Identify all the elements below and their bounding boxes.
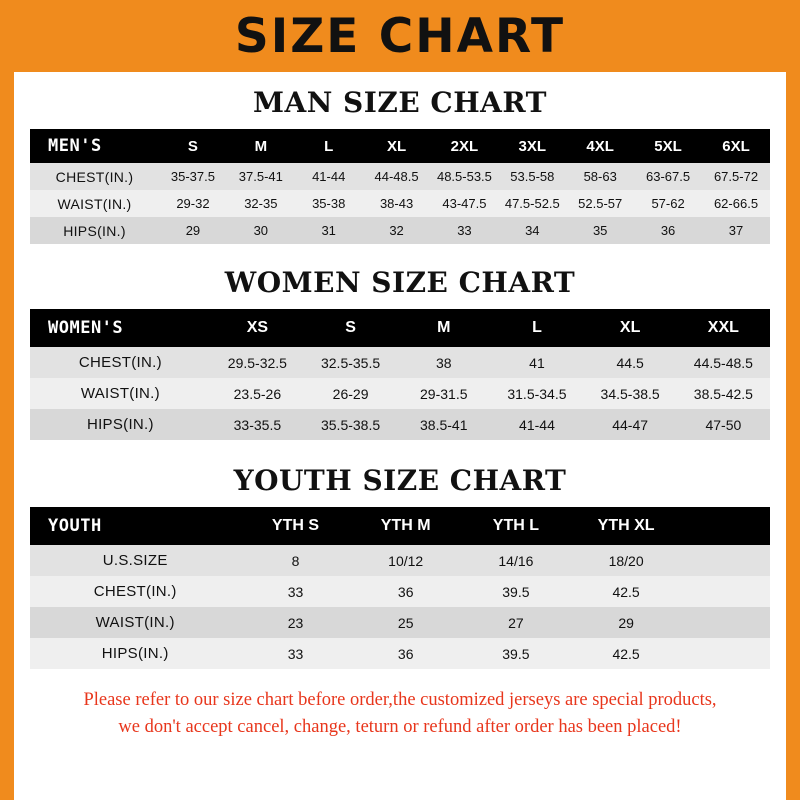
women-r1-c3: 31.5-34.5 (507, 385, 567, 402)
men-r2-c8: 37 (728, 223, 744, 238)
women-row-0-label: CHEST(IN.) (78, 354, 162, 371)
men-r2-c4: 33 (457, 223, 472, 238)
youth-r3-spacer (681, 638, 770, 669)
women-r1-c4: 34.5-38.5 (600, 385, 660, 402)
youth-header-label: YOUTH (48, 516, 102, 536)
men-r1-c4: 43-47.5 (442, 196, 487, 211)
men-r0-c7: 63-67.5 (646, 169, 691, 184)
women-r1-c0: 23.5-26 (233, 385, 282, 402)
women-r0-c5: 44.5-48.5 (693, 354, 753, 371)
table-row (30, 409, 770, 440)
men-row-1-label: WAIST(IN.) (57, 195, 132, 212)
men-r2-c2: 31 (321, 223, 336, 238)
women-col-4: XL (619, 319, 641, 336)
women-row-1-label: WAIST(IN.) (80, 385, 160, 402)
women-r2-c5: 47-50 (705, 416, 742, 433)
youth-r2-c1: 25 (397, 614, 414, 631)
men-col-7: 5XL (654, 137, 682, 155)
youth-r0-spacer (681, 545, 770, 576)
men-r1-c8: 62-66.5 (713, 196, 759, 211)
women-r0-c2: 38 (435, 354, 452, 371)
table-row (30, 576, 770, 607)
men-col-8: 6XL (722, 137, 750, 155)
footer-note (30, 687, 770, 741)
men-table-body (30, 163, 770, 244)
women-r0-c4: 44.5 (616, 354, 644, 371)
youth-table-head (30, 507, 770, 545)
youth-r1-spacer (681, 576, 770, 607)
men-r2-c3: 32 (389, 223, 404, 238)
youth-r3-c2: 39.5 (502, 645, 530, 662)
youth-r1-c2: 39.5 (502, 583, 530, 600)
table-row (30, 545, 770, 576)
youth-r3-c0: 33 (287, 645, 304, 662)
men-r1-c0: 29-32 (176, 196, 210, 211)
women-r1-c2: 29-31.5 (420, 385, 468, 402)
banner (0, 0, 800, 72)
men-table-head (30, 129, 770, 163)
youth-col-spacer (681, 507, 770, 545)
youth-col-2: YTH L (492, 517, 539, 534)
women-col-1: S (345, 319, 356, 336)
youth-r1-c1: 36 (397, 583, 414, 600)
men-r0-c8: 67.5-72 (713, 169, 759, 184)
youth-r0-c0: 8 (291, 552, 300, 569)
table-row (30, 638, 770, 669)
section-title-women: WOMEN SIZE CHART (224, 266, 576, 299)
women-r2-c3: 41-44 (519, 416, 555, 433)
men-col-1: M (254, 137, 268, 155)
women-header-row (30, 309, 770, 347)
youth-col-0: YTH S (271, 517, 320, 534)
youth-header-row (30, 507, 770, 545)
page-title: SIZE CHART (234, 8, 566, 64)
men-col-6: 4XL (586, 137, 614, 155)
table-row (30, 163, 770, 190)
men-r1-c3: 38-43 (379, 196, 414, 211)
content (14, 86, 786, 741)
men-r1-c7: 57-62 (651, 196, 685, 211)
women-col-2: M (437, 319, 451, 336)
youth-r1-c0: 33 (287, 583, 304, 600)
women-r2-c1: 35.5-38.5 (320, 416, 381, 433)
youth-r0-c3: 18/20 (608, 552, 644, 569)
men-r2-c1: 30 (253, 223, 269, 238)
youth-r2-c0: 23 (287, 614, 304, 631)
men-col-2: L (324, 137, 334, 155)
section-title-youth: YOUTH SIZE CHART (233, 464, 567, 497)
women-r2-c2: 38.5-41 (420, 416, 468, 433)
men-r2-c7: 36 (660, 223, 676, 238)
women-col-3: L (532, 319, 542, 336)
table-row (30, 217, 770, 244)
youth-r2-c2: 27 (508, 614, 524, 631)
youth-r3-c3: 42.5 (612, 645, 640, 662)
men-row-0-label: CHEST(IN.) (55, 168, 134, 185)
men-r2-c0: 29 (185, 223, 201, 238)
women-table-head (30, 309, 770, 347)
table-row (30, 347, 770, 378)
men-header-row (30, 129, 770, 163)
men-col-5: 3XL (518, 137, 547, 155)
youth-r1-c3: 42.5 (612, 583, 640, 600)
men-r0-c3: 44-48.5 (374, 169, 419, 184)
youth-row-1-label: CHEST(IN.) (93, 583, 177, 600)
youth-row-2-label: WAIST(IN.) (95, 614, 175, 631)
men-r1-c2: 35-38 (312, 196, 346, 211)
women-r1-c5: 38.5-42.5 (693, 385, 753, 402)
men-r0-c5: 53.5-58 (510, 169, 555, 184)
men-r0-c1: 37.5-41 (238, 169, 283, 184)
women-col-5: XXL (707, 319, 739, 336)
men-r0-c4: 48.5-53.5 (436, 169, 492, 184)
men-r2-c5: 34 (525, 223, 540, 238)
women-col-0: XS (246, 319, 269, 336)
men-col-0: S (187, 137, 198, 155)
men-col-4: 2XL (450, 137, 479, 155)
women-size-table (30, 309, 770, 440)
men-col-3: XL (386, 137, 407, 155)
youth-row-0-label: U.S.SIZE (102, 552, 168, 569)
men-r2-c6: 35 (592, 223, 608, 238)
men-r1-c6: 52.5-57 (578, 196, 623, 211)
youth-r0-c2: 14/16 (498, 552, 534, 569)
men-r0-c0: 35-37.5 (170, 169, 215, 184)
women-r0-c3: 41 (529, 354, 545, 371)
youth-size-table (30, 507, 770, 669)
section-title-man: MAN SIZE CHART (253, 86, 547, 119)
youth-row-3-label: HIPS(IN.) (101, 645, 169, 662)
men-size-table (30, 129, 770, 244)
table-row (30, 190, 770, 217)
men-row-2-label: HIPS(IN.) (63, 222, 126, 239)
women-row-2-label: HIPS(IN.) (86, 416, 154, 433)
footer-note-line-2: we don't accept cancel, change, teturn or refund after order has been placed! (118, 716, 682, 737)
women-header-label: WOMEN'S (48, 318, 124, 338)
youth-r3-c1: 36 (397, 645, 414, 662)
men-r0-c2: 41-44 (312, 169, 346, 184)
youth-col-1: YTH M (380, 517, 431, 534)
women-r0-c0: 29.5-32.5 (227, 354, 287, 371)
table-row (30, 378, 770, 409)
women-table-body (30, 347, 770, 440)
table-row (30, 607, 770, 638)
men-r0-c6: 58-63 (583, 169, 617, 184)
women-r0-c1: 32.5-35.5 (320, 354, 381, 371)
men-r1-c1: 32-35 (244, 196, 278, 211)
youth-r0-c1: 10/12 (388, 552, 424, 569)
men-header-label: MEN'S (48, 136, 102, 156)
youth-r2-c3: 29 (618, 614, 634, 631)
women-r1-c1: 26-29 (332, 385, 369, 402)
women-r2-c0: 33-35.5 (233, 416, 282, 433)
youth-col-3: YTH XL (597, 517, 655, 534)
women-r2-c4: 44-47 (612, 416, 649, 433)
footer-note-line-1: Please refer to our size chart before order,the customized jerseys are special products, (83, 690, 717, 710)
youth-r2-spacer (681, 607, 770, 638)
men-r1-c5: 47.5-52.5 (504, 196, 560, 211)
youth-table-body (30, 545, 770, 669)
